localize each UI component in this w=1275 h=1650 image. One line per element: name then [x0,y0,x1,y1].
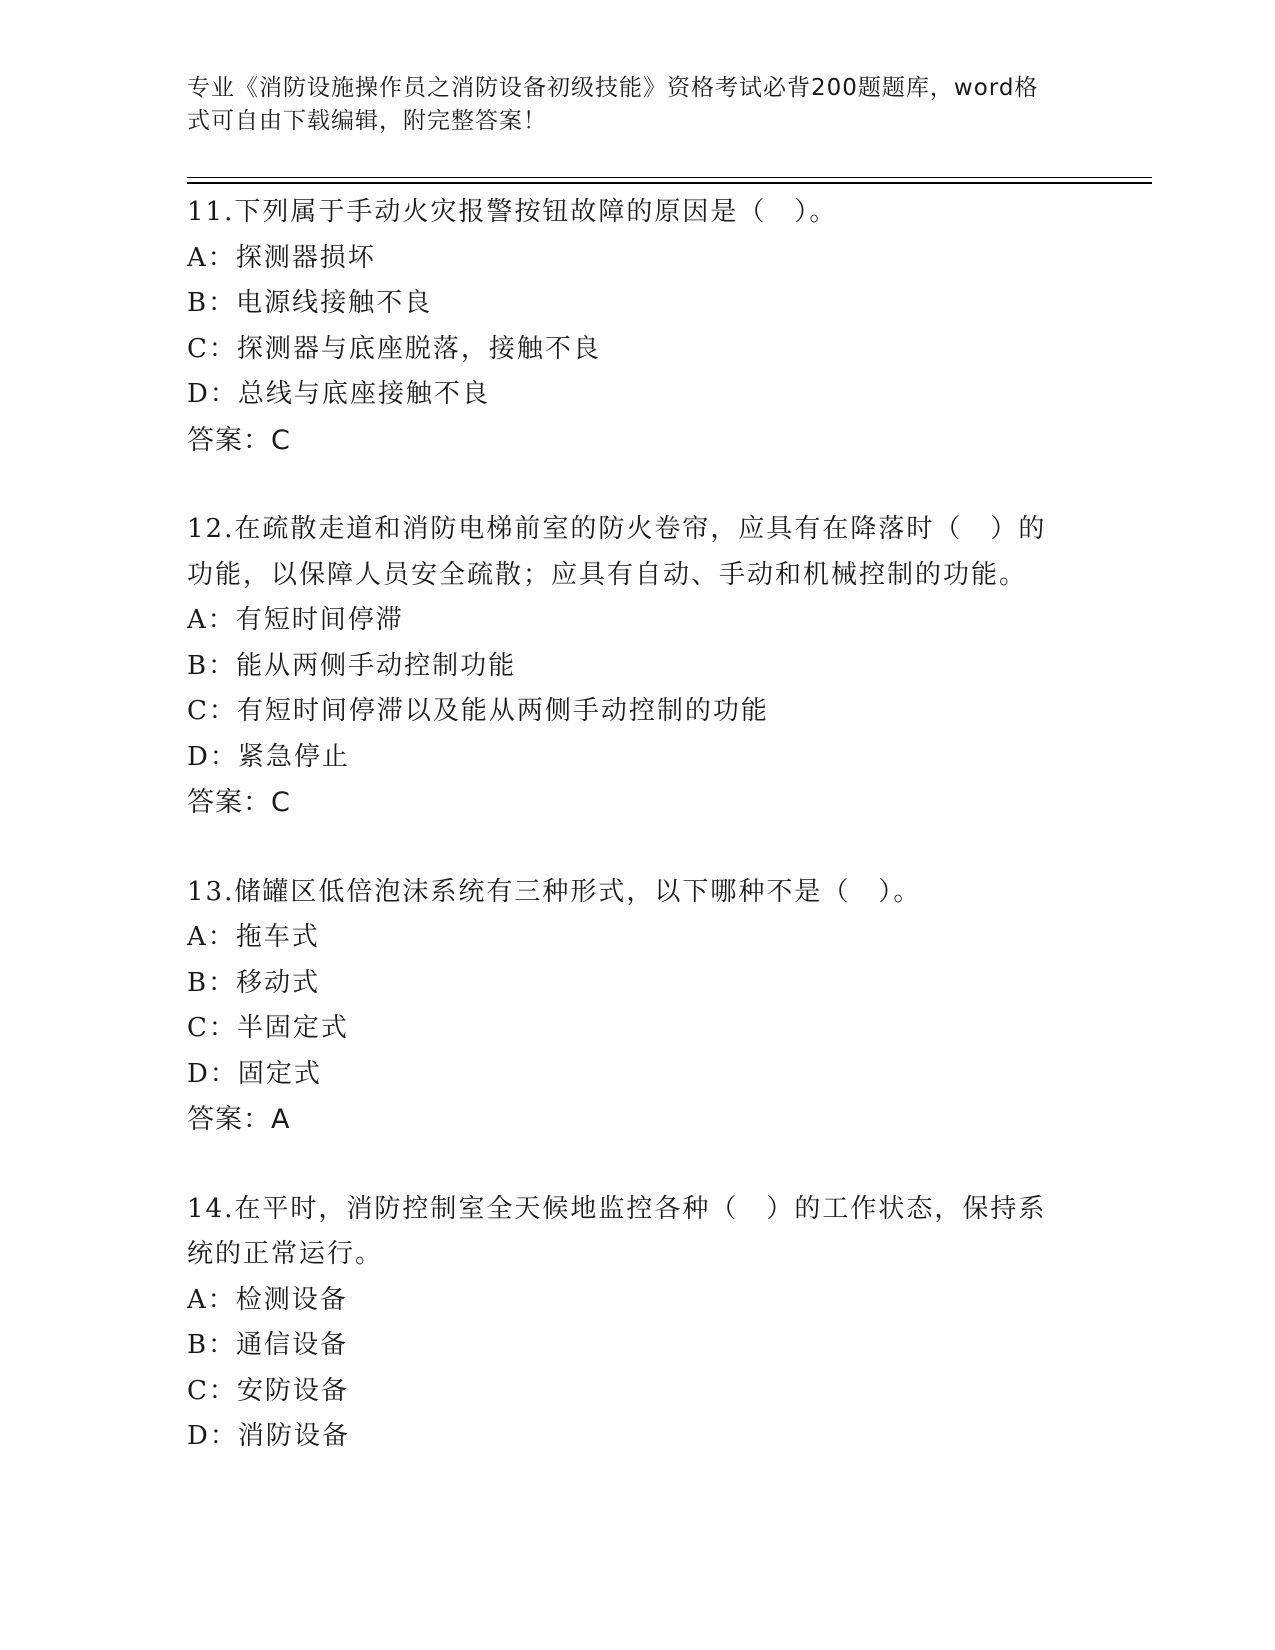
option-b: B：移动式 [187,967,321,998]
header-divider-thin [187,177,1152,178]
question-stem: 13.储罐区低倍泡沫系统有三种形式，以下哪种不是（ ）。 [187,876,922,907]
option-b: B：电源线接触不良 [187,288,433,318]
answer: 答案：C [187,787,291,818]
question-stem-continued: 功能，以保障人员安全疏散；应具有自动、手动和机械控制的功能。 [187,559,1028,590]
answer: 答案：A [187,1104,291,1135]
question-list [187,190,1087,1504]
header-divider-thick [187,182,1152,184]
question-13 [187,870,1087,1143]
answer: 答案：C [187,424,291,456]
document-header [187,72,1067,138]
option-a: A：检测设备 [187,1284,348,1315]
option-a: A：探测器损坏 [187,242,376,273]
header-line-1: 专业《消防设施操作员之消防设备初级技能》资格考试必背200题题库，word格 [187,75,1039,101]
option-c: C：有短时间停滞以及能从两侧手动控制的功能 [187,696,769,726]
option-d: D：紧急停止 [187,741,350,772]
header-line-2: 式可自由下载编辑，附完整答案！ [187,108,547,134]
question-14 [187,1187,1087,1460]
option-c: C：探测器与底座脱落，接触不良 [187,333,601,364]
question-stem: 14.在平时，消防控制室全天候地监控各种（ ）的工作状态，保持系 [187,1193,1047,1224]
option-b: B：能从两侧手动控制功能 [187,650,517,681]
option-d: D：消防设备 [187,1421,350,1451]
option-a: A：拖车式 [187,922,320,952]
question-stem: 11.下列属于手动火灾报警按钮故障的原因是（ ）。 [187,197,838,227]
question-11 [187,190,1087,463]
question-stem-continued: 统的正常运行。 [187,1239,384,1269]
option-a: A：有短时间停滞 [187,605,404,635]
option-c: C：半固定式 [187,1013,349,1043]
option-d: D：总线与底座接触不良 [187,379,490,409]
question-12 [187,507,1087,826]
option-c: C：安防设备 [187,1375,349,1406]
option-d: D：固定式 [187,1058,322,1089]
option-b: B：通信设备 [187,1330,349,1360]
question-stem: 12.在疏散走道和消防电梯前室的防火卷帘，应具有在降落时（ ）的 [187,514,1047,544]
